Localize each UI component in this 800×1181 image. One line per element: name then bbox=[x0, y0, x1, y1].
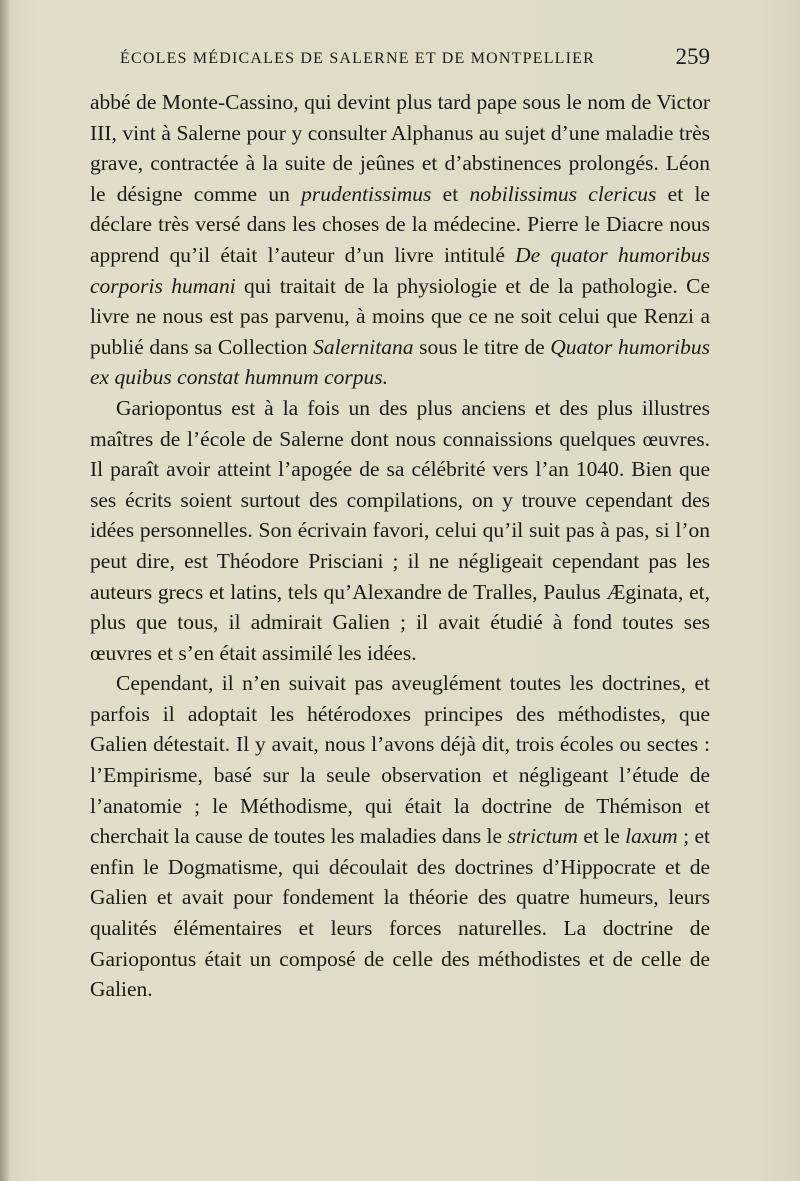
running-title: ÉCOLES MÉDICALES DE SALERNE ET DE MONTPELLIER bbox=[120, 50, 596, 67]
collection-title: Salernitana bbox=[313, 334, 414, 359]
text-segment: qui traitait de la physiologie et de la pathologie. Ce livre ne nous est pas parvenu, à moins que ce ne soit celui que Renzi a publié dans sa Collection bbox=[90, 273, 710, 359]
text-segment: Gariopontus est à la fois un des plus anciens et des plus illustres maîtres de l’école de Salerne dont nous connaissions quelques œuvres. Il paraît avoir atteint l’apogée de sa célébrité vers l’an 1040. Bien que ses écrits soient surtout des compilations, on y trouve cependant des idées personnelles. Son écrivain favori, celui qu’il suit pas à pas, si l’on peut dire, est Théodore Prisciani ; il ne négligeait cependant pas les auteurs grecs et latins, tels qu’Alexandre de Tralles, Paulus Æginata, et, plus que tous, il admirait Galien ; il avait étudié à fond toutes ses œuvres et s’en était assimilé les idées. bbox=[90, 395, 710, 665]
page-number: 259 bbox=[675, 44, 710, 69]
book-title: De quator humoribus corporis humani bbox=[90, 242, 710, 298]
paragraph-1 bbox=[90, 87, 710, 393]
paragraph-2 bbox=[90, 393, 710, 668]
text-segment: sous le titre de bbox=[413, 334, 551, 359]
book-title: Quator humoribus ex quibus constat humnum corpus. bbox=[90, 334, 710, 390]
text-segment: et le déclare très versé dans les choses de la médecine. Pierre le Diacre nous apprend qu’il était l’auteur d’un livre intitulé bbox=[90, 181, 710, 267]
latin-term: laxum bbox=[625, 824, 678, 849]
text-segment: abbé de Monte-Cassino, qui devint plus tard pape sous le nom de Victor III, vint à Salerne pour y consulter Alphanus au sujet d’une maladie très grave, contractée à la suite de jeûnes et d’abstinences prolongés. Léon le désigne comme un bbox=[90, 90, 710, 206]
page-header bbox=[90, 44, 710, 74]
text-segment: et le bbox=[577, 824, 626, 849]
paragraph-3 bbox=[90, 668, 710, 1005]
page-spine-shadow bbox=[0, 0, 9, 1181]
body-text bbox=[90, 87, 710, 1005]
latin-term: nobilissimus clericus bbox=[469, 181, 657, 206]
latin-term: strictum bbox=[507, 824, 578, 849]
text-segment: ; et enfin le Dogmatisme, qui découlait des doctrines d’Hippocrate et de Galien et avait pour fondement la théorie des quatre humeurs, leurs qualités élémentaires et leurs forces naturelles. La doctrine de Gariopontus était un composé de celle des méthodistes et de celle de Galien. bbox=[90, 824, 710, 1002]
text-segment: et bbox=[431, 181, 470, 206]
text-segment: Cependant, il n’en suivait pas aveuglément toutes les doctrines, et parfois il adoptait les hétérodoxes principes des méthodistes, que Galien détestait. Il y avait, nous l’avons déjà dit, trois écoles ou sectes : l’Empirisme, basé sur la seule observation et négligeant l’étude de l’anatomie ; le Méthodisme, qui était la doctrine de Thémison et cherchait la cause de toutes les maladies dans le bbox=[90, 671, 710, 849]
latin-term: prudentissimus bbox=[301, 181, 432, 206]
